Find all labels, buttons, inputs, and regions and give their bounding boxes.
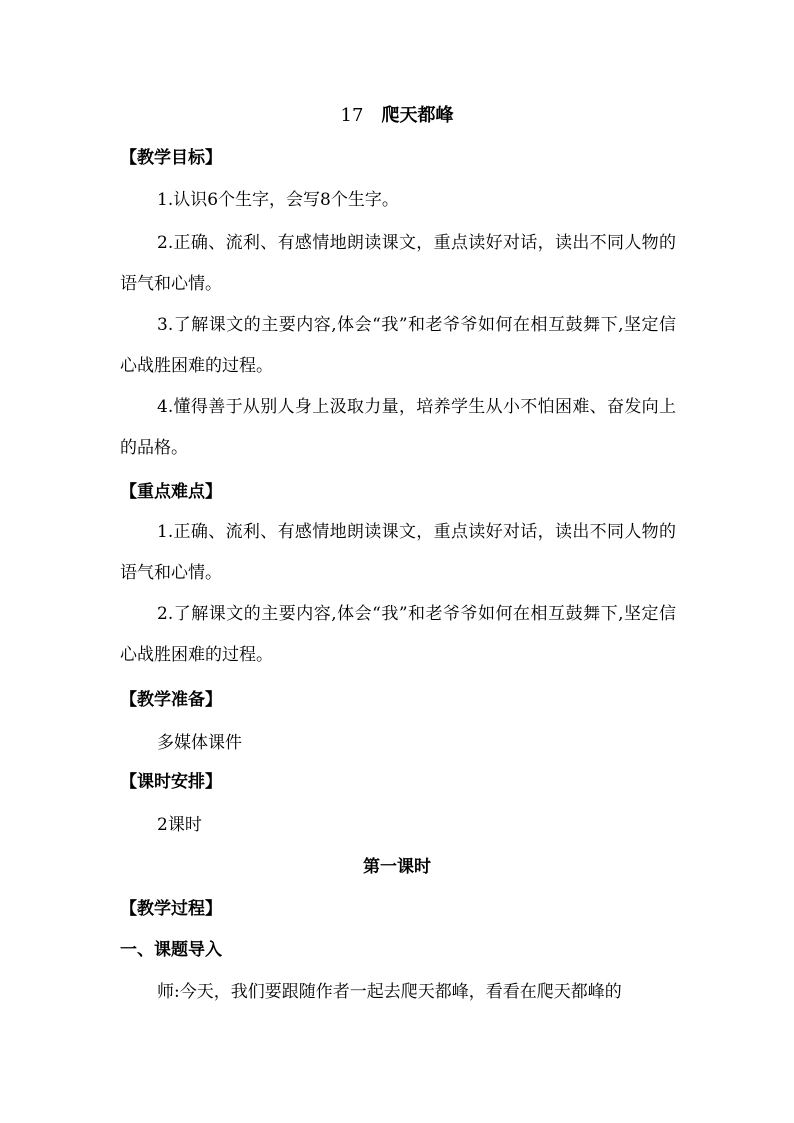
goal-item-2: 2.正确、流利、有感情地朗读课文，重点读好对话，读出不同人物的语气和心情。 (120, 233, 676, 294)
schedule-text: 2课时 (157, 815, 202, 835)
schedule-heading: 【课时安排】 (120, 772, 222, 792)
preparation-text: 多媒体课件 (157, 733, 242, 753)
process-subheading: 一、课题导入 (120, 940, 222, 960)
process-heading: 【教学过程】 (120, 899, 222, 919)
goal-item-1: 1.认识6个生字，会写8个生字。 (157, 190, 399, 210)
goal-item-3: 3.了解课文的主要内容,体会“我”和老爷爷如何在相互鼓舞下,坚定信心战胜困难的过程。 (120, 315, 676, 376)
key-point-item-1: 1.正确、流利、有感情地朗读课文，重点读好对话，读出不同人物的语气和心情。 (120, 522, 676, 583)
process-text: 师:今天，我们要跟随作者一起去爬天都峰，看看在爬天都峰的 (157, 982, 622, 1002)
key-points-heading: 【重点难点】 (120, 482, 222, 502)
lesson-one-heading: 第一课时 (363, 857, 431, 877)
lesson-title (0, 104, 794, 128)
goals-heading: 【教学目标】 (120, 148, 222, 168)
key-point-item-2: 2.了解课文的主要内容,体会“我”和老爷爷如何在相互鼓舞下,坚定信心战胜困难的过程。 (120, 604, 676, 665)
goal-item-4: 4.懂得善于从别人身上汲取力量，培养学生从小不怕困难、奋发向上的品格。 (120, 397, 676, 458)
lesson-number: 17 (340, 105, 364, 126)
lesson-title-text: 爬天都峰 (381, 105, 454, 126)
preparation-heading: 【教学准备】 (120, 690, 222, 710)
